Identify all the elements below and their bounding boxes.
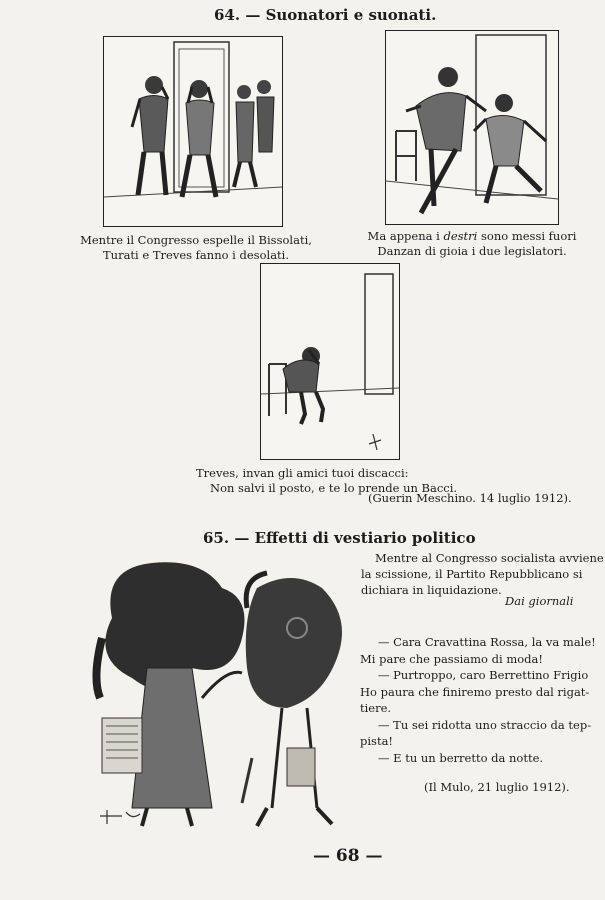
dialogue-line-2: Mi pare che passiamo di moda!	[360, 651, 543, 666]
dialogue-line-8: — E tu un berretto da notte.	[378, 750, 544, 765]
caption-panel-2-text-a: Ma appena i	[367, 229, 444, 243]
caption-panel-2-text-b: sono messi fuori	[477, 229, 577, 243]
caption-panel-1-line-2: Turati e Treves fanno i desolati.	[103, 248, 289, 262]
cartoon-illustration-3	[261, 264, 399, 459]
caption-panel-2-line-1	[360, 229, 584, 244]
section-65-source: (Il Mulo, 21 luglio 1912).	[424, 780, 570, 794]
cartoon-illustration-1	[104, 37, 282, 226]
dialogue-line-3: — Purtroppo, caro Berrettino Frigio	[378, 668, 589, 682]
dialogue-line-7: pista!	[360, 734, 394, 748]
section-64-number: 64.	[214, 6, 241, 24]
caption-panel-2-line-2: Danzan di gioia i due legislatori.	[377, 244, 567, 258]
intro-line-2: la scissione, il Partito Repubblicano si	[361, 567, 583, 581]
intro-line-3: dichiara in liquidazione.	[361, 583, 502, 597]
caption-panel-3-line-1: Treves, invan gli amici tuoi discacci:	[196, 466, 409, 480]
cartoon-illustration-2	[386, 31, 558, 224]
section-65-dialogue	[360, 634, 594, 766]
dialogue-line-4: Ho paura che finiremo presto dal rigat-	[360, 684, 590, 699]
dialogue-line-5: tiere.	[360, 701, 392, 715]
cartoon-clothing	[92, 558, 362, 840]
caption-panel-1-line-1: Mentre il Congresso espelle il Bissolati,	[80, 233, 312, 247]
section-64-heading	[214, 6, 436, 24]
intro-line-1: Mentre al Congresso socialista avviene	[375, 551, 604, 565]
caption-panel-2-emphasis: destri	[443, 229, 478, 243]
cartoon-panel-2	[385, 30, 559, 225]
cartoon-panel-1	[103, 36, 283, 227]
dialogue-line-1: — Cara Cravattina Rossa, la va male!	[378, 635, 596, 649]
section-65-intro	[361, 550, 604, 598]
caption-panel-1	[80, 233, 312, 263]
dialogue-line-6: — Tu sei ridotta uno straccio da tep-	[378, 717, 592, 732]
caption-panel-2	[360, 229, 584, 259]
cartoon-illustration-4	[92, 558, 362, 840]
section-65-title: — Effetti di vestiario politico	[234, 529, 476, 547]
caption-panel-3-line-2: Non salvi il posto, e te lo prende un Bacci.	[210, 481, 458, 495]
section-64-title: — Suonatori e suonati.	[245, 6, 437, 24]
cartoon-panel-3	[260, 263, 400, 460]
intro-source: Dai giornali	[505, 594, 574, 608]
page-number: — 68 —	[313, 846, 383, 866]
section-65-heading	[203, 529, 476, 547]
section-64-source: (Guerin Meschino. 14 luglio 1912).	[368, 491, 572, 505]
section-65-number: 65.	[203, 529, 230, 547]
